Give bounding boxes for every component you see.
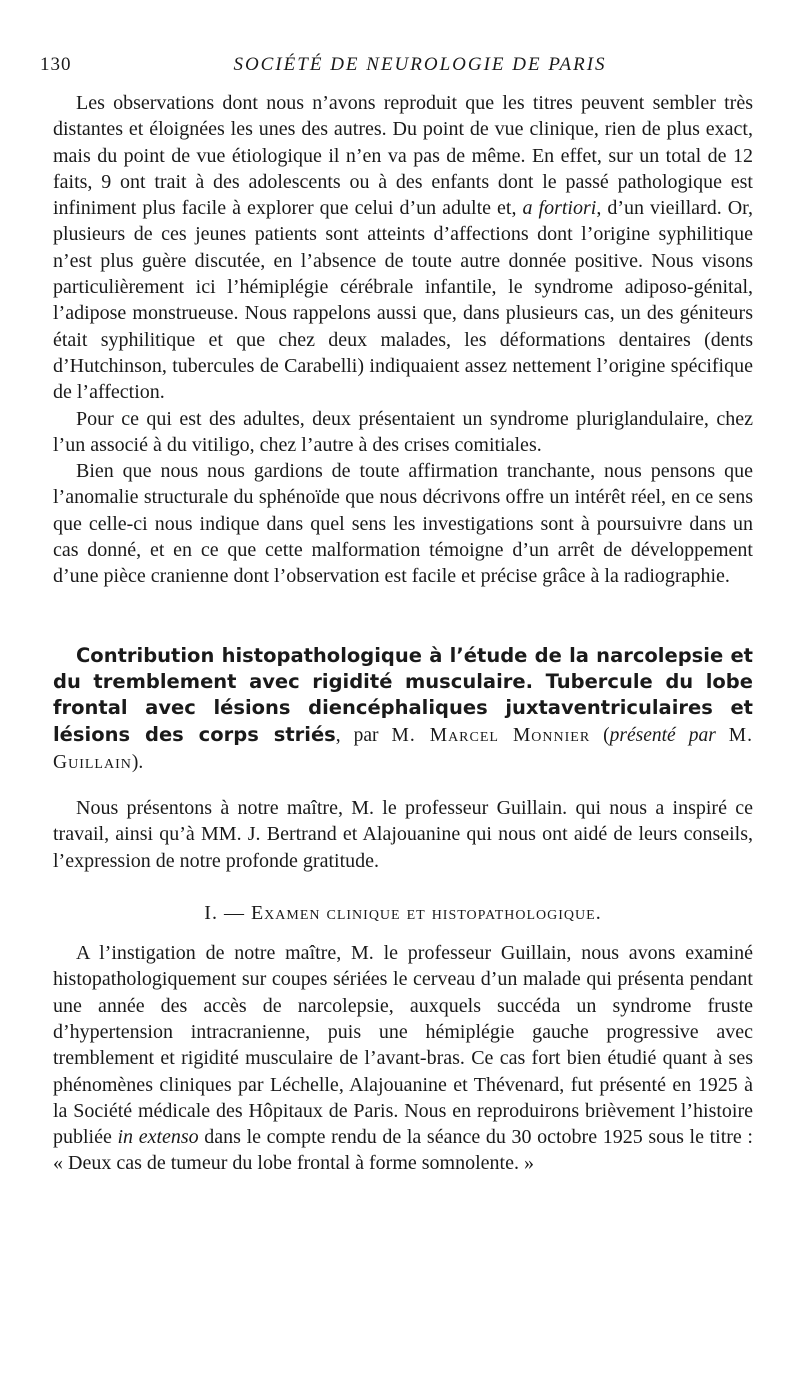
body-text (53, 90, 753, 1177)
paragraph-3: Bien que nous nous gardions de toute affirmation tranchante, nous pensons que l’anomalie structurale du sphénoïde que nous décrivons offre un intérêt réel, en ce sens que celle-ci nous indique dans quel sens les investigations sont à poursuivre dans un cas donné, et en ce que cette malformation témoigne d’un arrêt de développement d’une pièce cranienne dont l’observation est facile et précise grâce à la radiographie. (53, 460, 753, 588)
spacer (53, 590, 753, 643)
paragraph-2: Pour ce qui est des adultes, deux présentaient un syndrome pluriglandulaire, chez l’un associé à du vitiligo, chez l’autre à des crises comitiales. (53, 407, 753, 456)
running-head (40, 54, 760, 82)
article-title: Contribution histopathologique à l’étude de la narcolepsie et du tremblement avec rigidité musculaire. Tubercule du lobe frontal avec lésions diencéphaliques juxtaventriculaires et lésions des corps striés, par M. Marcel Monnier (présenté par M. Guillain). (53, 643, 753, 773)
page-number: 130 (40, 54, 72, 75)
intro-paragraph: Nous présentons à notre maître, M. le professeur Guillain. qui nous a inspiré ce travail, ainsi qu’à MM. J. Bertrand et Alajouanine qui nous ont aidé de leurs conseils, l’expression de notre profonde gratitude. (53, 797, 753, 872)
paragraph-1: Les observations dont nous n’avons reproduit que les titres peuvent sembler très distantes et éloignées les unes des autres. Du point de vue clinique, rien de plus exact, mais du point de vue étiologique il n’en va pas de même. En effet, sur un total de 12 faits, 9 ont trait à des adolescents ou à des enfants dont le passé pathologique est infiniment plus facile à explorer que celui d’un adulte et, a fortiori, d’un vieillard. Or, plusieurs de ces jeunes patients sont atteints d’affections dont l’origine syphilitique n’est plus guère discutée, en l’absence de toute autre donnée positive. Nous visons particulièrement ici l’hémiplégie cérébrale infantile, le syndrome adiposo-génital, l’adipose monstrueuse. Nous rappelons aussi que, dans plusieurs cas, un des géniteurs était syphilitique et que chez deux malades, les déformations dentaires (dents d’Hutchinson, tubercules de Carabelli) indiquaient assez nettement l’origine spécifique de l’affection. (53, 92, 754, 404)
journal-title: SOCIÉTÉ DE NEUROLOGIE DE PARIS (233, 54, 607, 75)
section-heading: I. — Examen clinique et histopathologique. (204, 902, 602, 925)
section-paragraph: A l’instigation de notre maître, M. le professeur Guillain, nous avons examiné histopathologiquement sur coupes sériées le cerveau d’un malade qui présenta pendant une année des accès de narcolepsie, auxquels succéda un syndrome fruste d’hypertension intracranienne, puis une hémiplégie gauche progressive avec tremblement et rigidité musculaire de l’avant-bras. Ce cas fort bien étudié quant à ses phénomènes cliniques par Léchelle, Alajouanine et Thévenard, fut présenté en 1925 à la Société médicale des Hôpitaux de Paris. Nous en reproduirons brièvement l’histoire publiée in extenso dans le compte rendu de la séance du 30 octobre 1925 sous le titre : « Deux cas de tumeur du lobe frontal à forme somnolente. » (53, 942, 753, 1175)
